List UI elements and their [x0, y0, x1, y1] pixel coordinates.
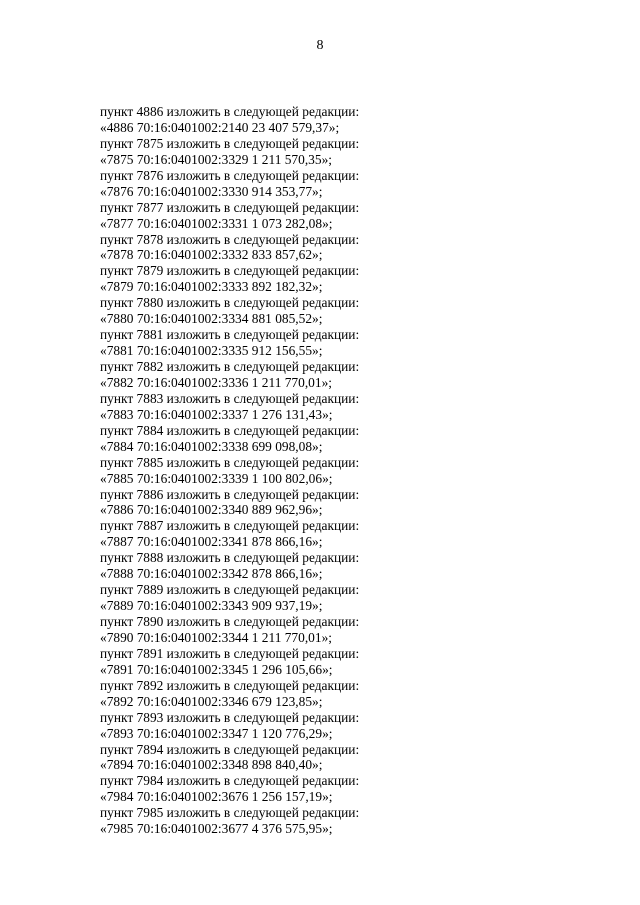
amendment-text: «7892 70:16:0401002:3346 679 123,85»;	[100, 693, 323, 709]
amendment-heading: пункт 7886 изложить в следующей редакции:	[100, 486, 360, 502]
amendment-text: «7880 70:16:0401002:3334 881 085,52»;	[100, 311, 323, 327]
amendment-text: «7878 70:16:0401002:3332 833 857,62»;	[100, 247, 323, 263]
amendment-heading: пункт 7888 изложить в следующей редакции:	[100, 550, 360, 566]
amendment-heading: пункт 7875 изложить в следующей редакции:	[100, 135, 360, 151]
amendment-text: «7985 70:16:0401002:3677 4 376 575,95»;	[100, 821, 333, 837]
amendment-heading: пункт 7880 изложить в следующей редакции:	[100, 295, 360, 311]
amendment-heading: пункт 7894 изложить в следующей редакции:	[100, 741, 360, 757]
amendment-heading: пункт 7985 изложить в следующей редакции:	[100, 805, 360, 821]
amendment-text: «7893 70:16:0401002:3347 1 120 776,29»;	[100, 725, 333, 741]
amendment-text: «7875 70:16:0401002:3329 1 211 570,35»;	[100, 151, 332, 167]
amendment-text: «7883 70:16:0401002:3337 1 276 131,43»;	[100, 406, 333, 422]
amendment-heading: пункт 7883 изложить в следующей редакции:	[100, 390, 360, 406]
amendment-heading: пункт 4886 изложить в следующей редакции:	[100, 104, 360, 119]
amendment-heading: пункт 7881 изложить в следующей редакции:	[100, 327, 360, 343]
amendment-text: «7984 70:16:0401002:3676 1 256 157,19»;	[100, 789, 333, 805]
amendment-text: «7890 70:16:0401002:3344 1 211 770,01»;	[100, 629, 332, 645]
amendment-heading: пункт 7893 изложить в следующей редакции:	[100, 709, 360, 725]
amendment-heading: пункт 7891 изложить в следующей редакции:	[100, 645, 360, 661]
amendment-heading: пункт 7889 изложить в следующей редакции:	[100, 582, 360, 598]
amendment-heading: пункт 7876 изложить в следующей редакции:	[100, 167, 360, 183]
amendment-heading: пункт 7885 изложить в следующей редакции:	[100, 454, 360, 470]
document-body	[100, 104, 580, 837]
amendment-text: «7894 70:16:0401002:3348 898 840,40»;	[100, 757, 323, 773]
amendment-text: «7887 70:16:0401002:3341 878 866,16»;	[100, 534, 323, 550]
amendment-text: «7879 70:16:0401002:3333 892 182,32»;	[100, 279, 323, 295]
amendment-text: «7882 70:16:0401002:3336 1 211 770,01»;	[100, 374, 332, 390]
amendment-text: «7881 70:16:0401002:3335 912 156,55»;	[100, 343, 323, 359]
amendment-heading: пункт 7884 изложить в следующей редакции:	[100, 422, 360, 438]
amendment-text: «7891 70:16:0401002:3345 1 296 105,66»;	[100, 661, 333, 677]
amendment-text: «4886 70:16:0401002:2140 23 407 579,37»;	[100, 119, 340, 135]
amendment-text: «7885 70:16:0401002:3339 1 100 802,06»;	[100, 470, 333, 486]
amendment-text: «7889 70:16:0401002:3343 909 937,19»;	[100, 598, 323, 614]
amendment-heading: пункт 7882 изложить в следующей редакции:	[100, 359, 360, 374]
amendment-text: «7886 70:16:0401002:3340 889 962,96»;	[100, 502, 323, 518]
amendment-text: «7877 70:16:0401002:3331 1 073 282,08»;	[100, 215, 333, 231]
amendment-heading: пункт 7879 изложить в следующей редакции:	[100, 263, 360, 279]
amendment-heading: пункт 7887 изложить в следующей редакции:	[100, 518, 360, 534]
amendment-text: «7888 70:16:0401002:3342 878 866,16»;	[100, 566, 323, 582]
page-number: 8	[316, 38, 324, 53]
amendment-heading: пункт 7890 изложить в следующей редакции:	[100, 614, 360, 629]
amendment-text: «7884 70:16:0401002:3338 699 098,08»;	[100, 438, 323, 454]
amendment-heading: пункт 7878 изложить в следующей редакции:	[100, 231, 360, 247]
amendment-heading: пункт 7984 изложить в следующей редакции:	[100, 773, 360, 789]
amendment-heading: пункт 7877 изложить в следующей редакции:	[100, 199, 360, 215]
amendment-heading: пункт 7892 изложить в следующей редакции:	[100, 677, 360, 693]
amendment-text: «7876 70:16:0401002:3330 914 353,77»;	[100, 183, 323, 199]
